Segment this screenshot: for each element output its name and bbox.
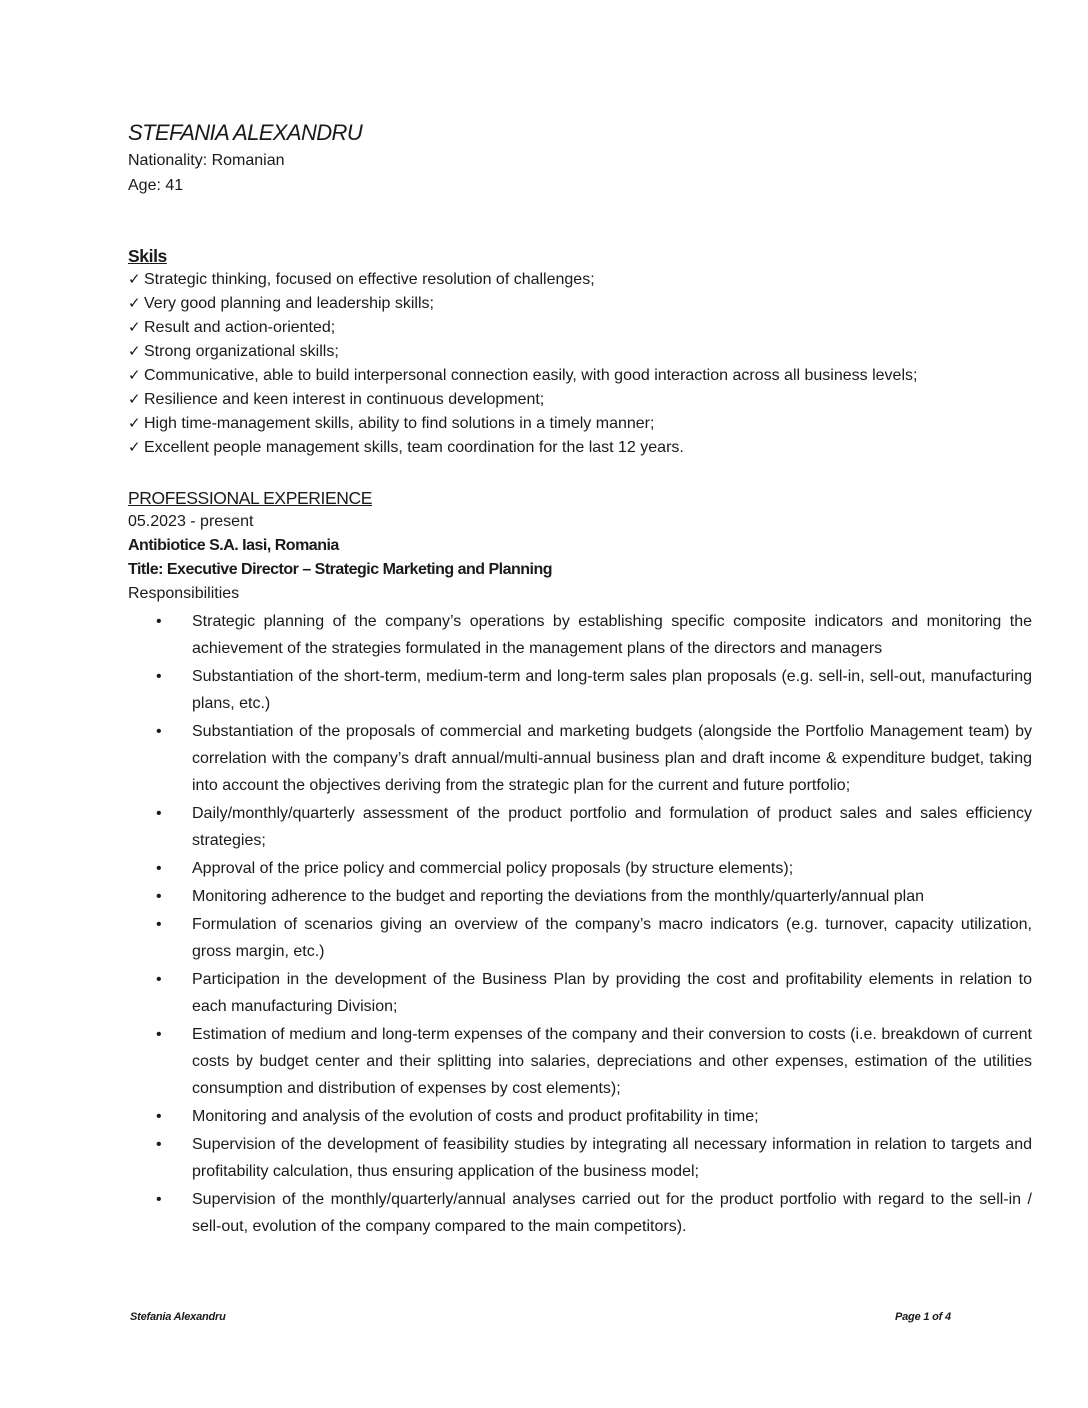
responsibility-text: Daily/monthly/quarterly assessment of the product portfolio and formulation of product sales and sales efficiency strategies;: [192, 805, 1032, 849]
responsibility-text: Monitoring adherence to the budget and reporting the deviations from the monthly/quarterly/annual plan: [192, 888, 925, 905]
responsibility-item: [128, 911, 1034, 965]
skill-item: [128, 412, 1034, 436]
checkmark-icon: ✓: [128, 439, 141, 456]
responsibility-item: [128, 1021, 1034, 1102]
candidate-name: STEFANIA ALEXANDRU: [128, 120, 363, 145]
responsibility-item: [128, 966, 1034, 1020]
checkmark-icon: ✓: [128, 415, 141, 432]
skill-item: [128, 340, 1034, 364]
skill-text: Excellent people management skills, team coordination for the last 12 years.: [144, 439, 684, 456]
checkmark-icon: ✓: [128, 271, 141, 288]
checkmark-icon: ✓: [128, 319, 141, 336]
responsibility-text: Estimation of medium and long-term expenses of the company and their conversion to costs (i.e. breakdown of current costs by budget center and their splitting into salaries, depreciations and other expenses, estimation of the utilities consumption and distribution of expenses by cost elements);: [192, 1026, 1032, 1097]
bullet-icon: •: [156, 1136, 162, 1153]
skill-text: Result and action-oriented;: [144, 319, 336, 336]
bullet-icon: •: [156, 888, 162, 905]
nationality: Nationality: Romanian: [128, 152, 285, 169]
bullet-icon: •: [156, 1026, 162, 1043]
bullet-icon: •: [156, 668, 162, 685]
skills-heading: Skils: [128, 246, 167, 266]
responsibility-text: Strategic planning of the company’s operations by establishing specific composite indicators and monitoring the achievement of the strategies formulated in the management plans of the directors and managers: [192, 613, 1032, 657]
bullet-icon: •: [156, 860, 162, 877]
experience-period: 05.2023 - present: [128, 513, 254, 530]
bullet-icon: •: [156, 916, 162, 933]
responsibility-text: Substantiation of the proposals of commercial and marketing budgets (alongside the Portfolio Management team) by correlation with the company’s draft annual/multi-annual business plan and draft income & expenditure budget, taking into account the objectives deriving from the strategic plan for the current and future portfolio;: [192, 723, 1032, 794]
skill-text: Resilience and keen interest in continuous development;: [144, 391, 545, 408]
responsibilities-label: Responsibilities: [128, 585, 240, 602]
footer-author: Stefania Alexandru: [130, 1311, 226, 1323]
responsibility-item: [128, 1186, 1034, 1240]
footer-page-number: Page 1 of 4: [895, 1311, 951, 1323]
responsibility-item: [128, 1103, 1034, 1130]
responsibility-text: Monitoring and analysis of the evolution of costs and product profitability in time;: [192, 1108, 759, 1125]
responsibility-item: [128, 718, 1034, 799]
responsibility-item: [128, 1131, 1034, 1185]
responsibility-text: Supervision of the monthly/quarterly/annual analyses carried out for the product portfolio with regard to the sell-in / sell-out, evolution of the company compared to the main competitors).: [192, 1191, 1032, 1235]
bullet-icon: •: [156, 1191, 162, 1208]
skill-item: [128, 292, 1034, 316]
checkmark-icon: ✓: [128, 367, 141, 384]
skill-item: [128, 436, 1034, 460]
responsibility-item: [128, 663, 1034, 717]
job-title: Title: Executive Director – Strategic Marketing and Planning: [128, 561, 553, 578]
skill-text: Strategic thinking, focused on effective resolution of challenges;: [144, 271, 595, 288]
bullet-icon: •: [156, 723, 162, 740]
skill-text: Strong organizational skills;: [144, 343, 339, 360]
responsibility-text: Participation in the development of the Business Plan by providing the cost and profitability elements in relation to each manufacturing Division;: [192, 971, 1032, 1015]
experience-heading: PROFESSIONAL EXPERIENCE: [128, 488, 372, 508]
age: Age: 41: [128, 177, 184, 194]
responsibility-text: Substantiation of the short-term, medium-term and long-term sales plan proposals (e.g. sell-in, sell-out, manufacturing plans, etc.): [192, 668, 1032, 712]
bullet-icon: •: [156, 805, 162, 822]
skill-item: [128, 268, 1034, 292]
skill-item: [128, 316, 1034, 340]
responsibility-item: [128, 608, 1034, 662]
checkmark-icon: ✓: [128, 295, 141, 312]
skill-item: [128, 388, 1034, 412]
skill-text: High time-management skills, ability to find solutions in a timely manner;: [144, 415, 655, 432]
responsibilities-list: [128, 608, 1034, 1240]
responsibility-text: Formulation of scenarios giving an overview of the company’s macro indicators (e.g. turnover, capacity utilization, gross margin, etc.): [192, 916, 1032, 960]
bullet-icon: •: [156, 613, 162, 630]
bullet-icon: •: [156, 1108, 162, 1125]
responsibility-item: [128, 855, 1034, 882]
skill-text: Communicative, able to build interpersonal connection easily, with good interaction across all business levels;: [144, 367, 918, 384]
skill-item: [128, 364, 1034, 388]
responsibility-item: [128, 800, 1034, 854]
company-name: Antibiotice S.A. Iasi, Romania: [128, 537, 339, 554]
responsibility-text: Supervision of the development of feasibility studies by integrating all necessary information in relation to targets and profitability calculation, thus ensuring application of the business model;: [192, 1136, 1032, 1180]
checkmark-icon: ✓: [128, 391, 141, 408]
skills-list: [128, 268, 1034, 460]
checkmark-icon: ✓: [128, 343, 141, 360]
bullet-icon: •: [156, 971, 162, 988]
responsibility-item: [128, 883, 1034, 910]
skill-text: Very good planning and leadership skills;: [144, 295, 434, 312]
responsibility-text: Approval of the price policy and commercial policy proposals (by structure elements);: [192, 860, 794, 877]
resume-content: [128, 118, 1034, 1241]
